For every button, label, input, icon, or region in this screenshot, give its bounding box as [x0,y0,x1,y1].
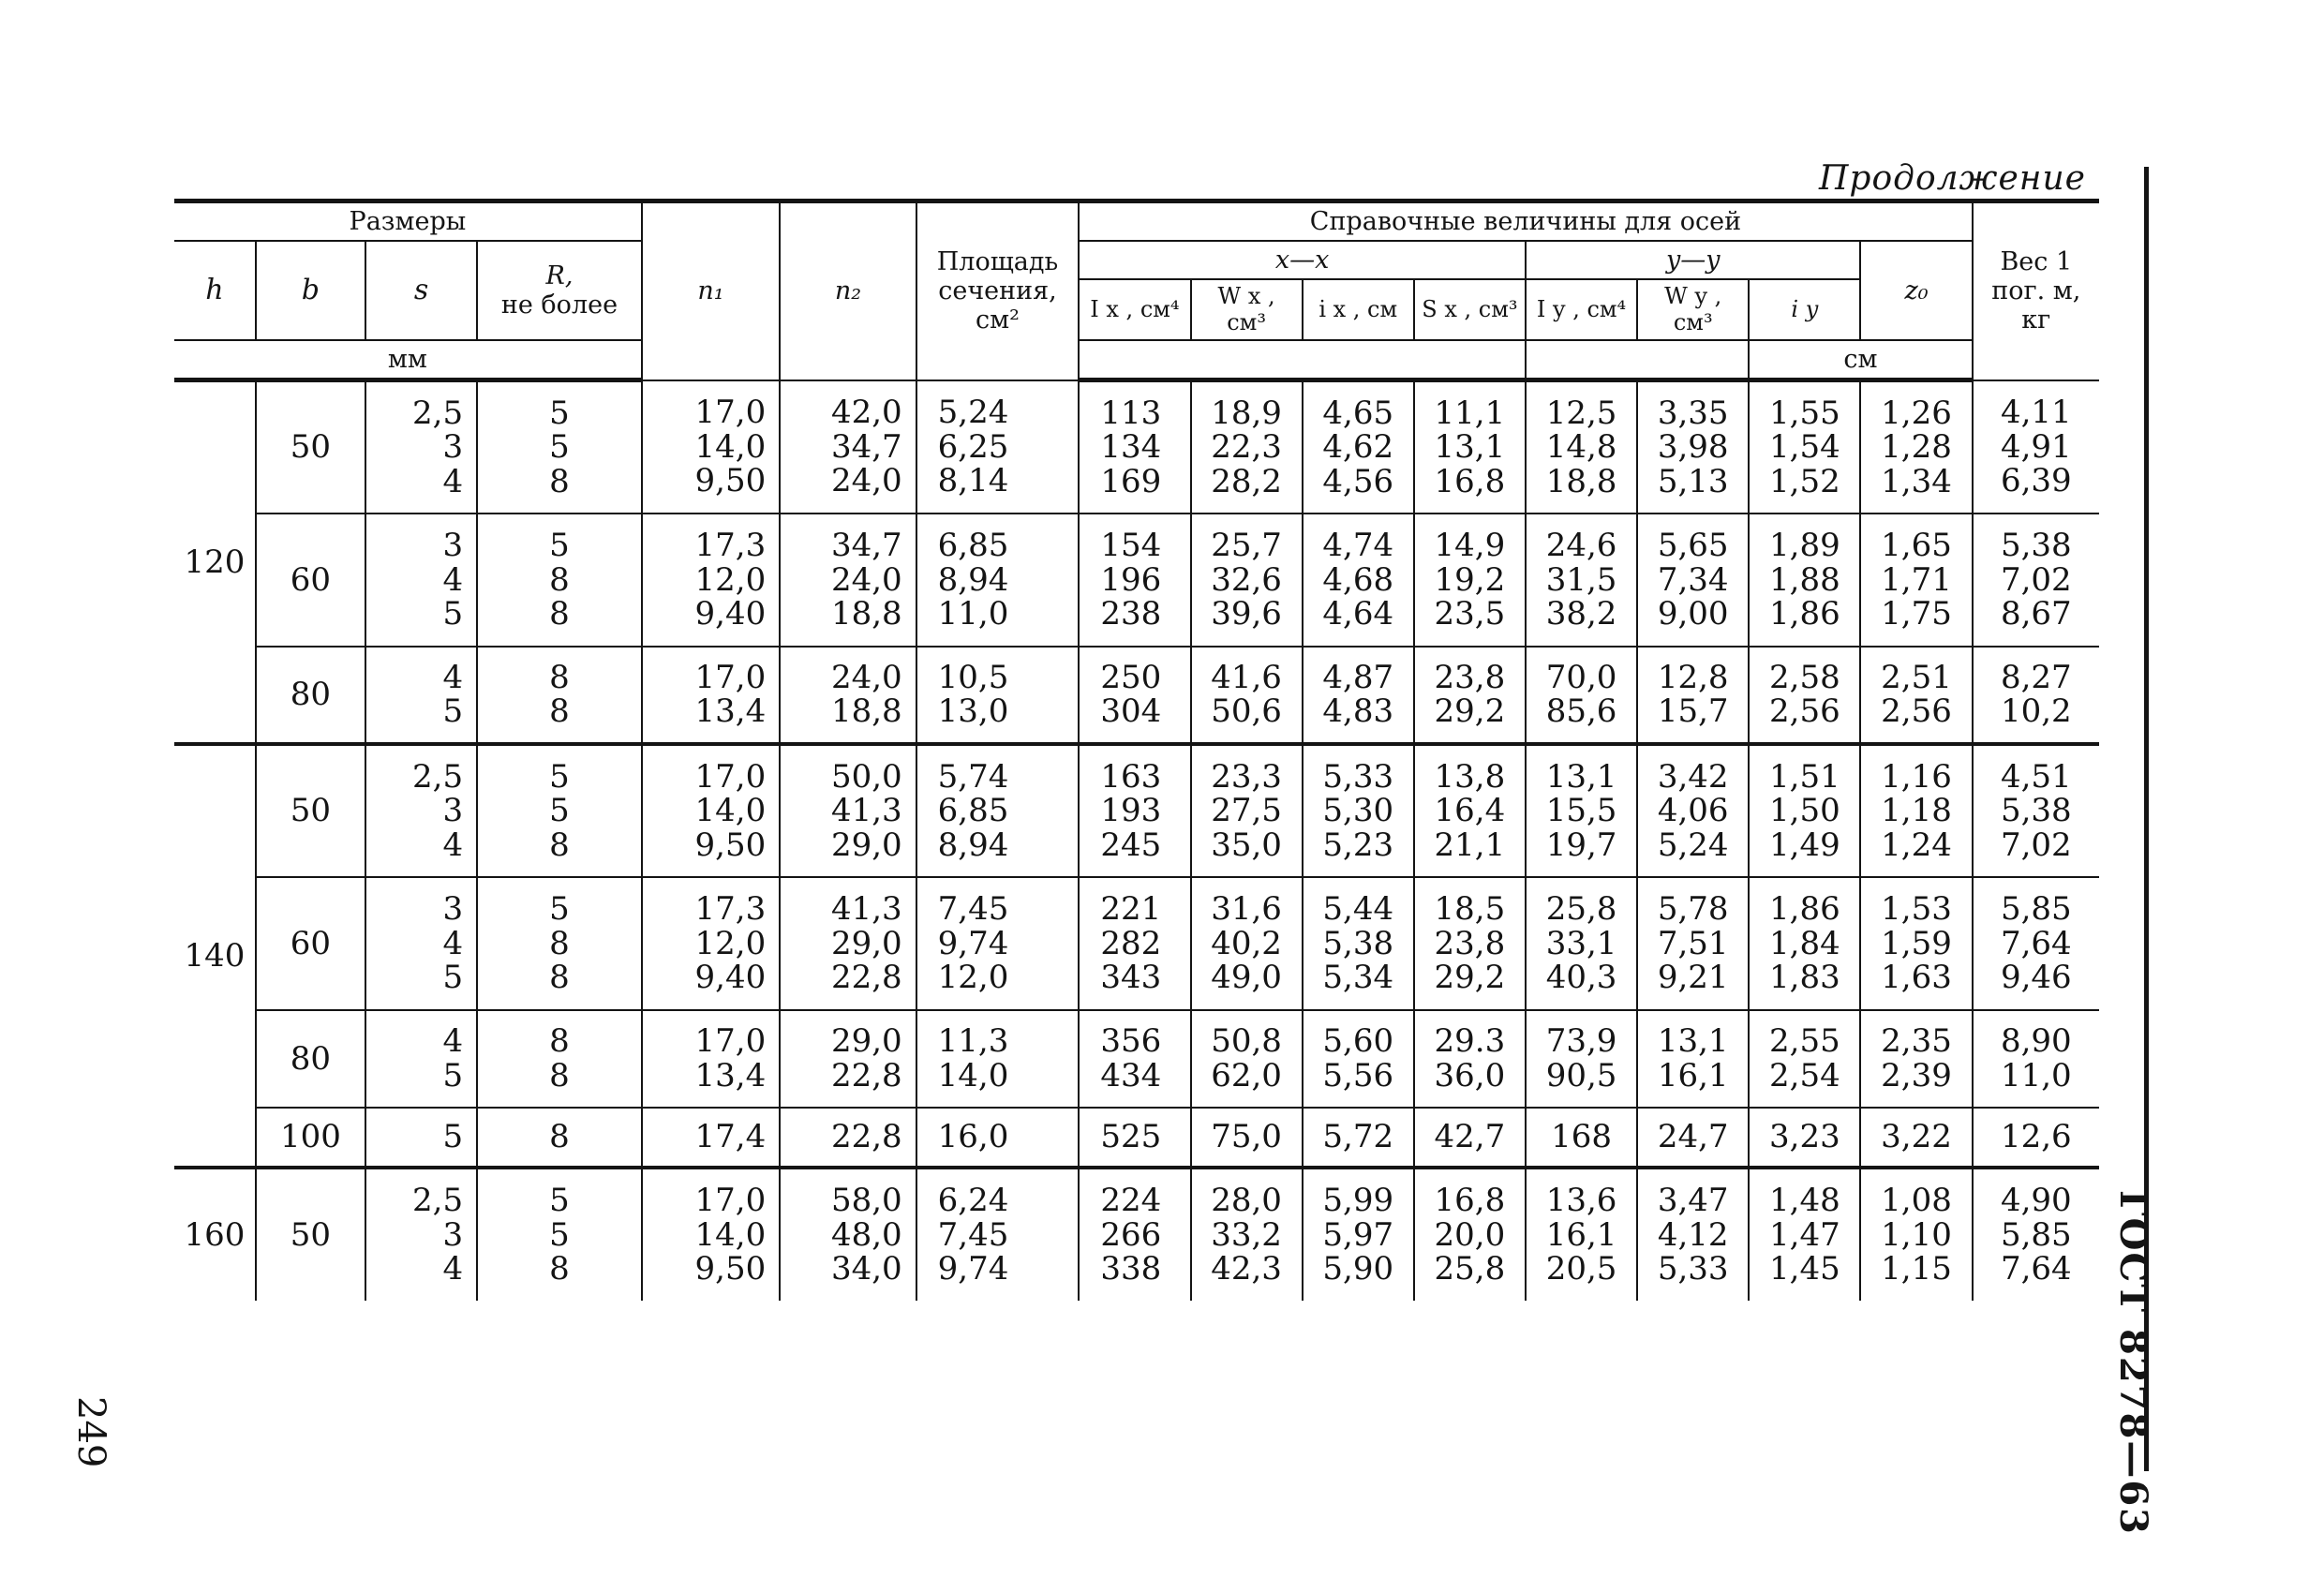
continuation-label: Продолжение [1819,159,2086,198]
cell-wx: 41,6 50,6 [1191,647,1303,744]
cell-area: 10,5 13,0 [916,647,1080,744]
cell-weight: 4,11 4,91 6,39 [1973,380,2099,514]
header-s: s [365,241,477,340]
cell-wy: 5,78 7,51 9,21 [1637,877,1749,1010]
cell-r: 5 8 8 [477,514,642,647]
cell-area: 6,24 7,45 9,74 [916,1168,1080,1301]
cell-n2: 29,0 22,8 [780,1010,916,1108]
cell-wx: 18,9 22,3 28,2 [1191,380,1303,514]
cell-b: 50 [256,744,365,877]
cell-b: 50 [256,1168,365,1301]
header-ix-moment: I x , см⁴ [1079,279,1190,340]
cell-ix-radius: 5,33 5,30 5,23 [1303,744,1414,877]
cell-sx: 16,8 20,0 25,8 [1414,1168,1526,1301]
cell-area: 11,3 14,0 [916,1010,1080,1108]
cell-h: 120 [184,543,246,581]
cell-n1: 17,3 12,0 9,40 [642,877,780,1010]
cell-sx: 29.3 36,0 [1414,1010,1526,1108]
cell-z0: 2,51 2,56 [1860,647,1972,744]
cell-s: 2,5 3 4 [365,1168,477,1301]
cell-iy-radius: 2,55 2,54 [1749,1010,1860,1108]
header-r [477,241,642,340]
header-wy: W y , см³ [1637,279,1749,340]
cell-n2: 24,0 18,8 [780,647,916,744]
cell-s: 3 4 5 [365,514,477,647]
standard-code: ГОСТ 8278—63 [2111,1190,2155,1536]
cell-z0: 1,08 1,10 1,15 [1860,1168,1972,1301]
header-weight: Вес 1 пог. м, кг [1973,201,2099,380]
cell-area: 6,85 8,94 11,0 [916,514,1080,647]
cell-iy-moment: 24,6 31,5 38,2 [1526,514,1637,647]
table-row [174,1168,2099,1301]
cell-wx: 31,6 40,2 49,0 [1191,877,1303,1010]
cell-n1: 17,0 14,0 9,50 [642,1168,780,1301]
table-row [174,744,2099,877]
cell-iy-radius: 1,48 1,47 1,45 [1749,1168,1860,1301]
cell-r: 8 [477,1108,642,1168]
cell-iy-radius: 1,51 1,50 1,49 [1749,744,1860,877]
cell-r: 5 5 8 [477,744,642,877]
cell-area: 7,45 9,74 12,0 [916,877,1080,1010]
cell-b: 60 [256,514,365,647]
cell-n1: 17,0 13,4 [642,1010,780,1108]
cell-iy-moment: 168 [1526,1108,1637,1168]
cell-wx: 23,3 27,5 35,0 [1191,744,1303,877]
cell-n2: 50,0 41,3 29,0 [780,744,916,877]
cell-sx: 23,8 29,2 [1414,647,1526,744]
cell-sx: 14,9 19,2 23,5 [1414,514,1526,647]
header-unit-cm: см [1749,340,1972,380]
header-unit-spacer-y [1526,340,1749,380]
header-b: b [256,241,365,340]
cell-iy-moment: 13,1 15,5 19,7 [1526,744,1637,877]
cell-weight: 4,51 5,38 7,02 [1973,744,2099,877]
header-axis-xx: x—x [1079,241,1526,279]
cell-iy-radius: 1,55 1,54 1,52 [1749,380,1860,514]
cell-r: 8 8 [477,647,642,744]
cell-r: 8 8 [477,1010,642,1108]
cell-iy-radius: 1,86 1,84 1,83 [1749,877,1860,1010]
header-area: Площадь сечения, см² [916,201,1080,380]
cell-wy: 24,7 [1637,1108,1749,1168]
cell-weight: 12,6 [1973,1108,2099,1168]
cell-ix-radius: 5,99 5,97 5,90 [1303,1168,1414,1301]
cell-ix-radius: 4,87 4,83 [1303,647,1414,744]
cell-wy: 3,35 3,98 5,13 [1637,380,1749,514]
cell-n1: 17,0 14,0 9,50 [642,744,780,877]
cell-wy: 12,8 15,7 [1637,647,1749,744]
table-row [174,1010,2099,1108]
table-row [174,514,2099,647]
cell-z0: 1,53 1,59 1,63 [1860,877,1972,1010]
cell-b: 80 [256,1010,365,1108]
cell-area: 16,0 [916,1108,1080,1168]
cell-h: 160 [174,1168,256,1301]
cell-ix-radius: 4,65 4,62 4,56 [1303,380,1414,514]
header-iy-moment: I y , см⁴ [1526,279,1637,340]
cell-s: 4 5 [365,647,477,744]
header-unit-spacer-x [1079,340,1526,380]
header-sizes: Размеры [174,201,642,242]
cell-wy: 13,1 16,1 [1637,1010,1749,1108]
table-row [174,380,2099,514]
cell-iy-radius: 2,58 2,56 [1749,647,1860,744]
cell-ix-moment: 163 193 245 [1079,744,1190,877]
table-row [174,877,2099,1010]
cell-wy: 3,47 4,12 5,33 [1637,1168,1749,1301]
table-header [174,201,2099,380]
cell-z0: 3,22 [1860,1108,1972,1168]
cell-r: 5 5 8 [477,1168,642,1301]
header-iy-radius: i y [1749,279,1860,340]
cell-sx: 11,1 13,1 16,8 [1414,380,1526,514]
cell-s: 2,5 3 4 [365,744,477,877]
cell-z0: 2,35 2,39 [1860,1010,1972,1108]
cell-b: 100 [256,1108,365,1168]
header-unit-mm: мм [174,340,642,380]
cell-iy-radius: 1,89 1,88 1,86 [1749,514,1860,647]
cell-ix-radius: 5,72 [1303,1108,1414,1168]
cell-n1: 17,3 12,0 9,40 [642,514,780,647]
header-sx: S x , см³ [1414,279,1526,340]
cell-weight: 8,90 11,0 [1973,1010,2099,1108]
cell-ix-moment: 224 266 338 [1079,1168,1190,1301]
cell-n1: 17,4 [642,1108,780,1168]
cell-ix-radius: 5,44 5,38 5,34 [1303,877,1414,1010]
cell-wy: 3,42 4,06 5,24 [1637,744,1749,877]
cell-weight: 5,38 7,02 8,67 [1973,514,2099,647]
table-row [174,1108,2099,1168]
cell-iy-moment: 73,9 90,5 [1526,1010,1637,1108]
cell-ix-radius: 4,74 4,68 4,64 [1303,514,1414,647]
cell-sx: 13,8 16,4 21,1 [1414,744,1526,877]
header-n1: n₁ [642,201,780,380]
cell-ix-moment: 250 304 [1079,647,1190,744]
header-ix-radius: i x , см [1303,279,1414,340]
cell-z0: 1,65 1,71 1,75 [1860,514,1972,647]
cell-sx: 42,7 [1414,1108,1526,1168]
cell-b: 80 [256,647,365,744]
table-body [174,380,2099,1301]
header-axis-yy: y—y [1526,241,1860,279]
cell-area: 5,74 6,85 8,94 [916,744,1080,877]
header-reference-values: Справочные величины для осей [1079,201,1972,242]
cell-r: 5 5 8 [477,380,642,514]
cell-n1: 17,0 13,4 [642,647,780,744]
cell-n2: 22,8 [780,1108,916,1168]
header-r-note: не более [500,290,618,320]
cell-wx: 50,8 62,0 [1191,1010,1303,1108]
header-z0: z₀ [1860,241,1972,340]
cell-h: 140 [174,744,256,1168]
cell-ix-moment: 525 [1079,1108,1190,1168]
cell-iy-moment: 70,0 85,6 [1526,647,1637,744]
cell-z0: 1,26 1,28 1,34 [1860,380,1972,514]
cell-s: 4 5 [365,1010,477,1108]
cell-wx: 75,0 [1191,1108,1303,1168]
cell-ix-moment: 154 196 238 [1079,514,1190,647]
cell-n2: 41,3 29,0 22,8 [780,877,916,1010]
cell-ix-moment: 356 434 [1079,1010,1190,1108]
table-row [174,647,2099,744]
cell-s: 3 4 5 [365,877,477,1010]
cell-weight: 8,27 10,2 [1973,647,2099,744]
header-wx: W x , см³ [1191,279,1303,340]
cell-ix-moment: 113 134 169 [1079,380,1190,514]
cell-n2: 58,0 48,0 34,0 [780,1168,916,1301]
cell-iy-moment: 12,5 14,8 18,8 [1526,380,1637,514]
cell-ix-radius: 5,60 5,56 [1303,1010,1414,1108]
cell-b: 60 [256,877,365,1010]
cell-r: 5 8 8 [477,877,642,1010]
cell-s: 2,5 3 4 [365,380,477,514]
cell-wy: 5,65 7,34 9,00 [1637,514,1749,647]
cell-b: 50 [256,380,365,514]
cell-ix-moment: 221 282 343 [1079,877,1190,1010]
cell-iy-moment: 25,8 33,1 40,3 [1526,877,1637,1010]
cell-wx: 28,0 33,2 42,3 [1191,1168,1303,1301]
cell-n2: 42,0 34,7 24,0 [780,380,916,514]
cell-wx: 25,7 32,6 39,6 [1191,514,1303,647]
header-n2: n₂ [780,201,916,380]
header-h: h [174,241,256,340]
page-number: 249 [69,1396,112,1468]
cell-s: 5 [365,1108,477,1168]
cell-n1: 17,0 14,0 9,50 [642,380,780,514]
cell-iy-radius: 3,23 [1749,1108,1860,1168]
cell-n2: 34,7 24,0 18,8 [780,514,916,647]
channel-profile-table [174,199,2099,1301]
cell-iy-moment: 13,6 16,1 20,5 [1526,1168,1637,1301]
cell-z0: 1,16 1,18 1,24 [1860,744,1972,877]
cell-weight: 4,90 5,85 7,64 [1973,1168,2099,1301]
cell-weight: 5,85 7,64 9,46 [1973,877,2099,1010]
cell-sx: 18,5 23,8 29,2 [1414,877,1526,1010]
cell-area: 5,24 6,25 8,14 [916,380,1080,514]
header-r-symbol: R, [545,261,574,291]
